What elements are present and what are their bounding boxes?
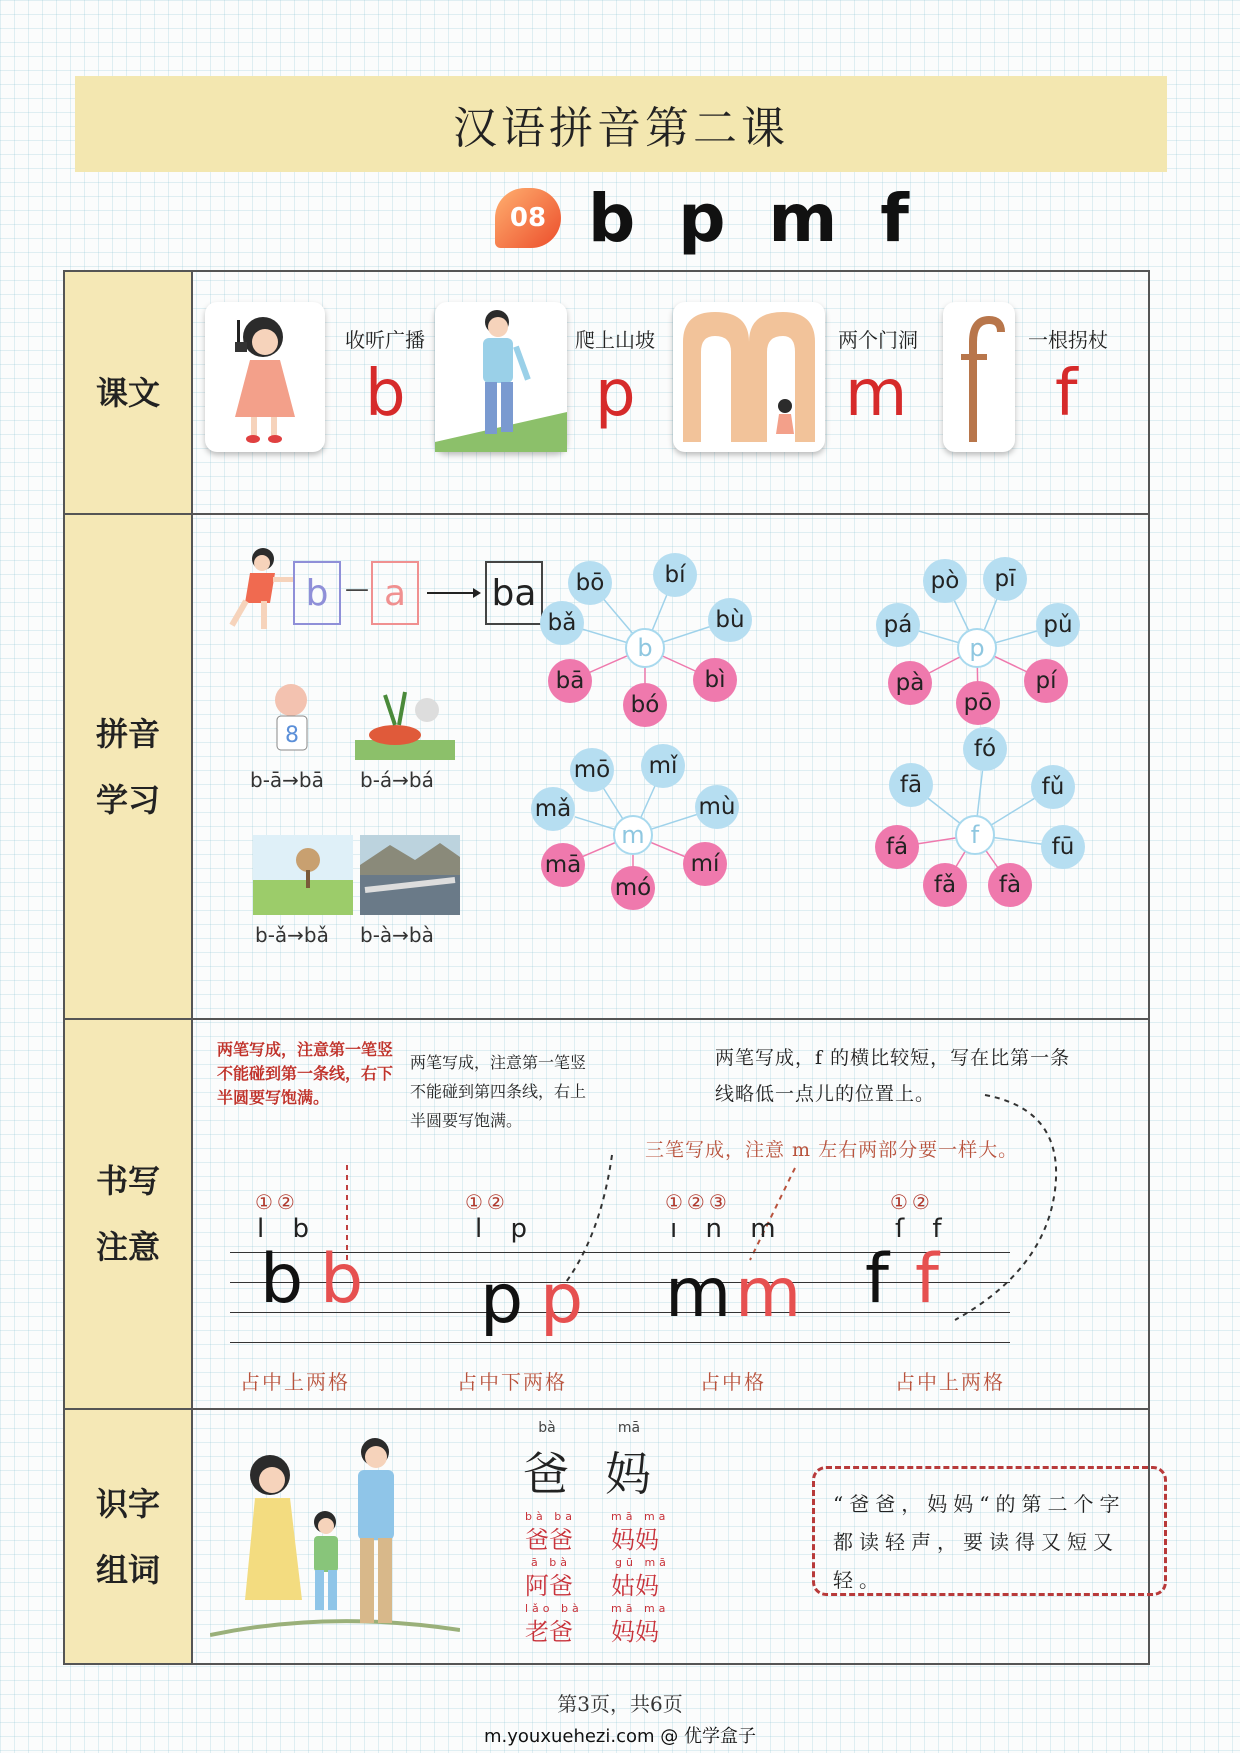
word-pinyin-1: bà ba bbox=[525, 1510, 576, 1523]
char-pinyin-ma: mā bbox=[617, 1420, 641, 1436]
picture-man-climbing bbox=[435, 302, 567, 452]
bubble-bo2: bó bbox=[623, 683, 667, 727]
write-p-red: p bbox=[540, 1260, 584, 1339]
pig-holding-eight-illustration bbox=[243, 680, 343, 760]
char-ma: 妈 bbox=[605, 1447, 651, 1501]
bubble-pa4: pà bbox=[888, 661, 932, 705]
bubble-bi4: bì bbox=[693, 658, 737, 702]
note-f: 两笔写成，f 的横比较短，写在比第一条线略低一点儿的位置上。 bbox=[715, 1047, 1071, 1105]
bubble-ba3: bǎ bbox=[540, 601, 584, 645]
blend-initial: b bbox=[293, 561, 341, 625]
letter-b: b bbox=[365, 357, 406, 431]
bubble-fa4: fà bbox=[988, 863, 1032, 907]
row-words bbox=[65, 1410, 1148, 1663]
page-title: 汉语拼音第二课 bbox=[453, 103, 789, 154]
writing-line-4 bbox=[230, 1342, 1010, 1343]
caption-f: 一根拐杖 bbox=[1028, 328, 1108, 352]
bubble-bo: bō bbox=[568, 561, 612, 605]
combo-ba-1: b-ā→bā bbox=[250, 768, 324, 792]
wheel-center-p: p bbox=[957, 628, 997, 668]
light-tone-tip-box bbox=[812, 1466, 1167, 1596]
bubble-pi1: pī bbox=[983, 557, 1027, 601]
bubble-fu1: fū bbox=[1041, 825, 1085, 869]
word-pinyin-3: ā bà bbox=[531, 1556, 571, 1569]
blend-arrow-icon bbox=[425, 583, 481, 603]
lesson-letters: b p m f bbox=[588, 180, 919, 257]
syllable-wheel-p bbox=[860, 553, 1110, 743]
write-b-black: b bbox=[260, 1240, 304, 1319]
word-pinyin-2: mā ma bbox=[611, 1510, 670, 1523]
write-b-red: b bbox=[320, 1240, 364, 1319]
picture-cane bbox=[943, 302, 1015, 452]
blend-dash: — bbox=[345, 575, 369, 603]
rabbit-pulling-radish-illustration bbox=[355, 680, 455, 760]
svg-text:8: 8 bbox=[285, 723, 299, 748]
bubble-ma1: mā bbox=[541, 843, 585, 887]
wheel-center-b: b bbox=[625, 628, 665, 668]
bubble-mo1: mō bbox=[570, 748, 614, 792]
letter-m: m bbox=[845, 357, 908, 431]
family-illustration bbox=[210, 1430, 460, 1650]
stroke-demo-f: ſ f bbox=[895, 1214, 952, 1244]
stroke-demo-b: l b bbox=[257, 1214, 319, 1244]
note-p: 两笔写成，注意第一笔竖不能碰到第四条线，右上半圆要写饱满。 bbox=[410, 1053, 587, 1130]
wheel-center-m: m bbox=[613, 815, 653, 855]
word-5: 老爸 bbox=[525, 1618, 573, 1646]
syllable-wheel-f bbox=[875, 725, 1125, 915]
write-f-black: f bbox=[865, 1240, 889, 1319]
target-on-grass-illustration bbox=[253, 835, 353, 915]
word-1: 爸爸 bbox=[525, 1526, 573, 1554]
occupy-m: 占中格 bbox=[700, 1370, 766, 1394]
word-pinyin-6: mā ma bbox=[611, 1602, 670, 1615]
occupy-f: 占中上两格 bbox=[895, 1370, 1005, 1394]
lesson-table bbox=[63, 270, 1150, 1665]
stroke-demo-p: l p bbox=[475, 1214, 537, 1244]
note-b: 两笔写成，注意第一笔竖不能碰到第一条线，右下半圆要写饱满。 bbox=[217, 1040, 394, 1107]
char-ba: 爸 bbox=[523, 1447, 569, 1501]
page-number: 第3页，共6页 bbox=[557, 1692, 683, 1716]
write-m-red: m bbox=[735, 1254, 802, 1333]
bubble-po1: pō bbox=[956, 681, 1000, 725]
blend-result: ba bbox=[485, 561, 543, 625]
caption-p: 爬上山坡 bbox=[575, 328, 655, 352]
word-pinyin-5: lǎo bà bbox=[525, 1602, 583, 1615]
bubble-fu3: fǔ bbox=[1031, 765, 1075, 809]
write-f-red: f bbox=[915, 1240, 939, 1319]
note-m: 三笔写成，注意 m 左右两部分要一样大。 bbox=[645, 1139, 1019, 1161]
bubble-ma3: mǎ bbox=[531, 787, 575, 831]
lesson-number-badge: 08 bbox=[495, 188, 561, 248]
bubble-mi3: mǐ bbox=[641, 744, 685, 788]
stroke-order-p: ①② bbox=[465, 1190, 509, 1214]
bubble-bu: bù bbox=[708, 598, 752, 642]
bubble-fa1: fā bbox=[889, 763, 933, 807]
stroke-order-m: ①②③ bbox=[665, 1190, 731, 1214]
picture-girl-radio bbox=[205, 302, 325, 452]
pushing-girl-illustration bbox=[215, 545, 295, 635]
stroke-demo-m: ı n m bbox=[670, 1214, 786, 1244]
syllable-wheel-m bbox=[534, 740, 825, 930]
caption-b: 收听广播 bbox=[345, 328, 425, 352]
combo-ba-2: b-á→bá bbox=[360, 768, 434, 792]
wheel-center-f: f bbox=[955, 815, 995, 855]
row-label-writing: 书写注意 bbox=[65, 1020, 193, 1408]
stroke-order-f: ①② bbox=[890, 1190, 934, 1214]
occupy-p: 占中下两格 bbox=[457, 1370, 567, 1394]
bubble-fa2: fá bbox=[875, 825, 919, 869]
dam-illustration bbox=[360, 835, 460, 915]
title-banner bbox=[75, 76, 1167, 172]
row-writing bbox=[65, 1020, 1148, 1410]
write-m-black: m bbox=[665, 1254, 732, 1333]
bubble-fo2: fó bbox=[963, 727, 1007, 771]
letter-f: f bbox=[1055, 357, 1078, 431]
bubble-mi2: mí bbox=[683, 842, 727, 886]
word-pinyin-4: gū mā bbox=[615, 1556, 670, 1569]
syllable-wheel-b bbox=[520, 553, 770, 743]
word-2: 妈妈 bbox=[611, 1526, 659, 1554]
blend-final: a bbox=[371, 561, 419, 625]
row-text bbox=[65, 272, 1148, 515]
word-3: 阿爸 bbox=[525, 1572, 573, 1600]
bubble-mo2: mó bbox=[611, 866, 655, 910]
site-watermark: m.youxuehezi.com @ 优学盒子 bbox=[483, 1726, 756, 1747]
stroke-order-b: ①② bbox=[255, 1190, 299, 1214]
word-6: 妈妈 bbox=[611, 1618, 659, 1646]
light-tone-tip-text: “爸爸，妈妈“的第二个字都读轻声，要读得又短又轻。 bbox=[833, 1492, 1126, 1592]
picture-two-arches bbox=[673, 302, 825, 452]
row-pinyin bbox=[65, 515, 1148, 1020]
bubble-mu4: mù bbox=[695, 785, 739, 829]
bubble-po4: pò bbox=[923, 559, 967, 603]
bubble-pi2: pí bbox=[1024, 659, 1068, 703]
combo-ba-3: b-ǎ→bǎ bbox=[255, 923, 329, 947]
row-label-pinyin: 拼音学习 bbox=[65, 515, 193, 1018]
row-label-text: 课文 bbox=[65, 272, 193, 513]
bubble-pa2: pá bbox=[876, 603, 920, 647]
bubble-pu3: pǔ bbox=[1036, 603, 1080, 647]
letter-p: p bbox=[595, 357, 636, 431]
caption-m: 两个门洞 bbox=[838, 328, 918, 352]
word-4: 姑妈 bbox=[611, 1572, 659, 1600]
write-p-black: p bbox=[480, 1260, 524, 1339]
bubble-fa3: fǎ bbox=[923, 863, 967, 907]
row-label-words: 识字组词 bbox=[65, 1410, 193, 1663]
bubble-ba1: bā bbox=[548, 659, 592, 703]
occupy-b: 占中上两格 bbox=[240, 1370, 350, 1394]
combo-ba-4: b-à→bà bbox=[360, 923, 434, 947]
char-pinyin-ba: bà bbox=[538, 1420, 556, 1436]
bubble-bi: bí bbox=[653, 553, 697, 597]
